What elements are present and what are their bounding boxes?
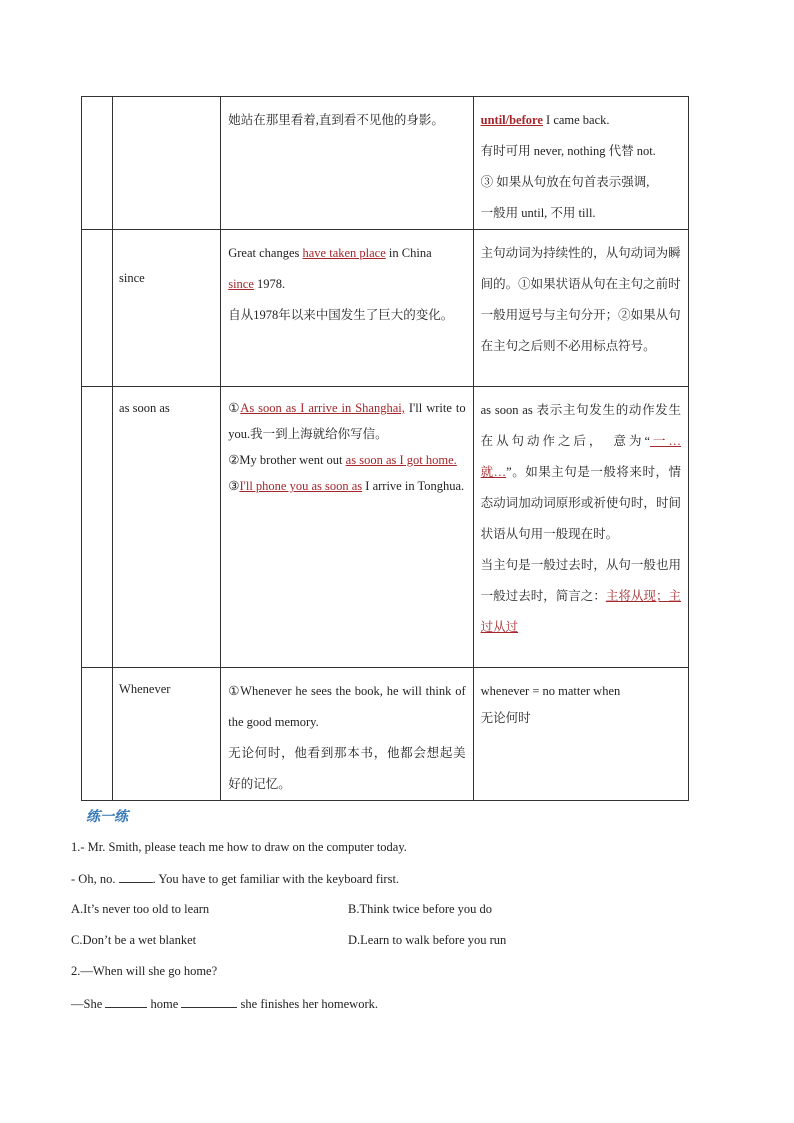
reply-text: - Oh, no.	[71, 872, 119, 886]
highlight-text: I'll phone you as soon as	[239, 479, 363, 493]
option-d[interactable]: D.Learn to walk before you run	[348, 933, 507, 947]
question-1-reply	[71, 871, 399, 887]
example-text: 她站在那里看着,直到看不见他的身影。	[228, 113, 444, 127]
table-cell	[82, 97, 113, 230]
note-text: 当主句是一般过去时，从句一般也用一般过去时，简言之：	[480, 558, 681, 603]
translation-text: 无论何时，他看到那本书，他都会想起美好的记忆。	[228, 746, 466, 791]
table-row	[82, 387, 689, 668]
label-cell	[113, 668, 221, 801]
example-text: in China	[385, 246, 432, 260]
sentence-text: she finishes her homework.	[237, 997, 379, 1011]
note-text: 有时可用 never, nothing 代替 not.	[480, 144, 656, 158]
note-text: I came back.	[542, 113, 610, 127]
highlight-text: 一…就…	[480, 434, 681, 479]
example-text: 1978.	[253, 277, 286, 291]
option-c[interactable]: C.Don’t be a wet blanket	[71, 933, 197, 947]
highlight-text: As soon as I arrive in Shanghai,	[240, 401, 405, 415]
table-row	[82, 97, 689, 230]
sentence-text: —She	[71, 997, 106, 1011]
note-cell	[473, 230, 688, 387]
translation-text: 自从1978年以来中国发生了巨大的变化。	[228, 308, 454, 322]
example-text: ③	[228, 479, 240, 493]
note-cell	[473, 668, 688, 801]
example-cell	[221, 387, 473, 668]
note-cell	[473, 387, 688, 668]
note-cell	[473, 97, 688, 230]
table-cell	[82, 668, 113, 801]
example-text: ①Whenever he sees the book, he will think of the good memory.	[228, 684, 466, 729]
answer-blank[interactable]	[119, 871, 153, 883]
table-row	[82, 230, 689, 387]
reply-text: . You have to get familiar with the keyboard first.	[152, 872, 400, 886]
example-text: ①	[228, 401, 241, 415]
option-b[interactable]: B.Think twice before you do	[348, 902, 493, 916]
practice-heading: 练一练	[86, 809, 128, 825]
grammar-table	[81, 96, 689, 801]
example-text: I arrive in Tonghua.	[362, 479, 465, 493]
question-2: 2.—When will she go home?	[71, 964, 218, 978]
label-cell	[113, 387, 221, 668]
example-cell	[221, 97, 473, 230]
note-text: whenever = no matter when	[480, 684, 621, 698]
table-cell	[82, 230, 113, 387]
example-text: ②My brother went out	[228, 453, 346, 467]
table-cell	[82, 387, 113, 668]
table-cell	[113, 97, 221, 230]
answer-blank[interactable]	[105, 996, 147, 1008]
question-2-sentence	[71, 996, 378, 1012]
highlight-text: 主将从现；主过从过	[480, 589, 681, 634]
answer-blank[interactable]	[181, 996, 237, 1008]
table-row	[82, 668, 689, 801]
label-cell	[113, 230, 221, 387]
example-text: I'll write to you.我一到上海就给你写信。	[228, 401, 466, 441]
option-a[interactable]: A.It’s never too old to learn	[71, 902, 210, 916]
question-1: 1.- Mr. Smith, please teach me how to draw on the computer today.	[71, 840, 407, 854]
example-cell	[221, 668, 473, 801]
highlight-text: have taken place	[302, 246, 386, 260]
conjunction-label: as soon as	[119, 401, 170, 415]
note-text: 主句动词为持续性的，从句动词为瞬间的。①如果状语从句在主句之前时一般用逗号与主句分开；②如果从句在主句之后则不必用标点符号。	[480, 246, 681, 353]
conjunction-label: Whenever	[119, 682, 171, 696]
highlight-text: since	[228, 277, 254, 291]
sentence-text: home	[147, 997, 182, 1011]
conjunction-label: since	[119, 271, 145, 285]
highlight-text: as soon as I got home.	[345, 453, 457, 467]
note-text: ③ 如果从句放在句首表示强调,	[480, 175, 650, 189]
keyword: until/before	[480, 113, 543, 127]
note-text: 无论何时	[480, 711, 531, 725]
note-text: ”。如果主句是一般将来时，情态动词加动词原形或祈使句时，时间状语从句用一般现在时。	[480, 465, 681, 541]
note-text: 一般用 until, 不用 till.	[480, 206, 596, 220]
note-text: as soon as 表示主句发生的动作发生在从句动作之后， 意为“	[480, 403, 681, 448]
example-cell	[221, 230, 473, 387]
example-text: Great changes	[228, 246, 303, 260]
